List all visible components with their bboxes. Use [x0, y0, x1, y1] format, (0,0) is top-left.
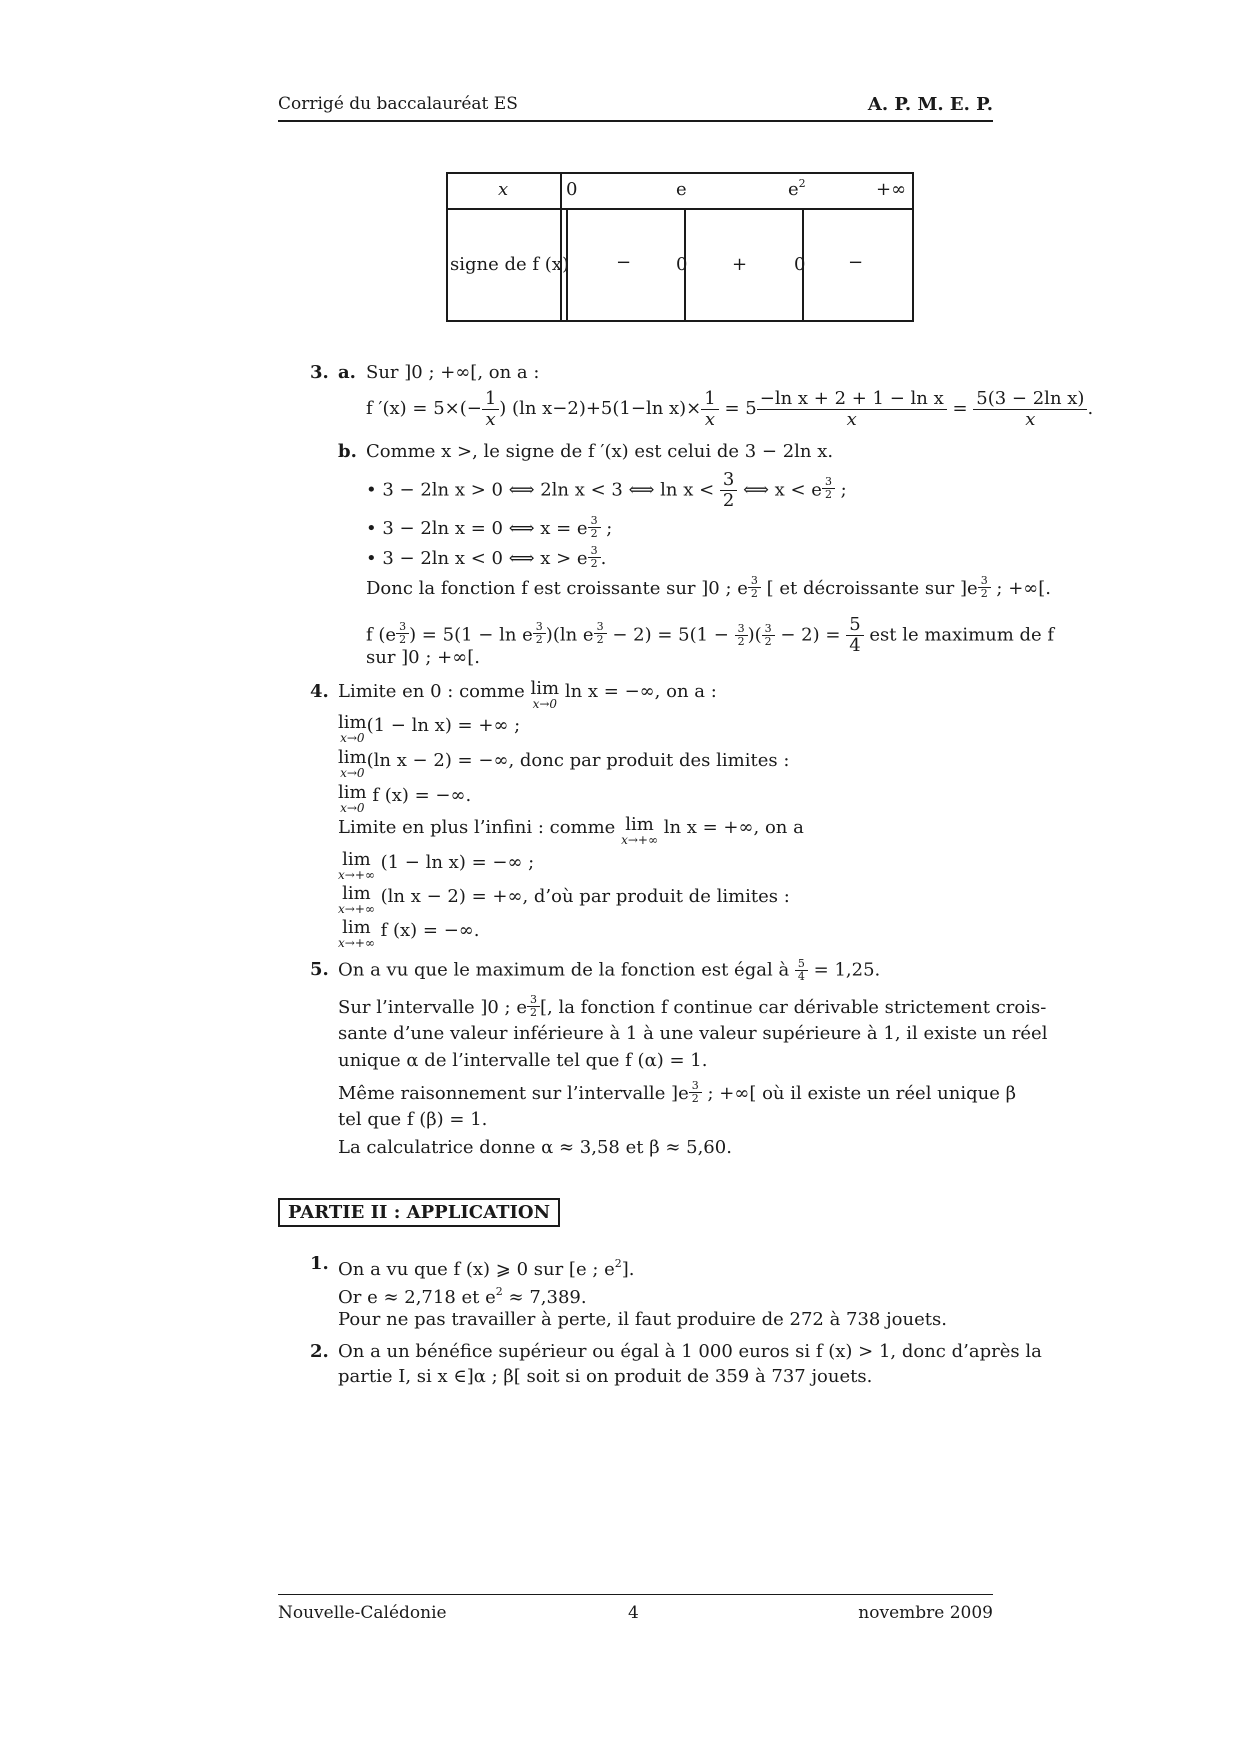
q3a-intro: Sur ]0 ; +∞[, on a :	[366, 362, 540, 383]
q5-line-2: Sur l’intervalle ]0 ; e $\frac{3}{2}$ [, la fonction f continue car dérivable strictement crois-	[338, 993, 1047, 1020]
q4-line-5: Limite en plus l’infini : comme lim x→+∞ ln x = +∞, on a	[338, 814, 804, 847]
sign-3: −	[848, 252, 864, 273]
p2-q1-line-1: On a vu que f (x) ⩾ 0 sur [e ; $e^2$].	[338, 1257, 635, 1280]
x-label: x	[498, 179, 509, 200]
q4-line-8: lim x→+∞ f (x) = −∞.	[338, 917, 480, 950]
bullet-3: • 3 − 2ln x < 0 ⟺ x > e $\frac{3}{2}$ .	[366, 544, 607, 571]
derivative-formula: f ′(x) = 5×(− $\frac{1}{x}$ ) (ln x−2)+5(1−ln x)× $\frac{1}{x}$ = 5 $\frac{\text{−ln x + 2 + 1 − ln x}}{x}$ = $\frac{\text{5(3 − 2ln x)}}{x}$ .	[366, 387, 1094, 430]
q5-line-7: La calculatrice donne α ≈ 3,58 et β ≈ 5,60.	[338, 1137, 732, 1158]
footer-date: novembre 2009	[858, 1603, 993, 1623]
q4-line-3: lim x→0 (ln x − 2) = −∞, donc par produit des limites :	[338, 747, 790, 780]
row-label: signe de f (x)	[450, 254, 569, 275]
p2-q2-line-1: On a un bénéfice supérieur ou égal à 1 000 euros si f (x) > 1, donc d’après la	[338, 1341, 1042, 1362]
page-header	[278, 94, 993, 122]
q3-number: 3.	[310, 362, 329, 383]
q5-line-4: unique α de l’intervalle tel que f (α) = 1.	[338, 1050, 708, 1071]
p2-q1-line-2: Or e ≈ 2,718 et $e^2 \approx 7,389$.	[338, 1285, 587, 1308]
x-value-inf: +∞	[876, 179, 907, 200]
q4-line-4: lim x→0 f (x) = −∞.	[338, 782, 472, 815]
q5-line-5: Même raisonnement sur l’intervalle ]e $\frac{3}{2}$ ; +∞[ où il existe un réel unique β	[338, 1079, 1017, 1106]
q4-line-6: lim x→+∞ (1 − ln x) = −∞ ;	[338, 849, 535, 882]
q3b-text: Comme x >, le signe de f ′(x) est celui de 3 − 2ln x.	[366, 441, 834, 462]
header-title: Corrigé du baccalauréat ES	[278, 94, 518, 114]
header-org: A. P. M. E. P.	[867, 94, 993, 115]
p2-q1-number: 1.	[310, 1253, 329, 1274]
p2-q2-line-2: partie I, si x ∈]α ; β[ soit si on produit de 359 à 737 jouets.	[338, 1366, 873, 1387]
sign-1: −	[616, 252, 632, 273]
page-number: 4	[628, 1603, 639, 1623]
q5-line-1: On a vu que le maximum de la fonction est égal à $\frac{5}{4}$ = 1,25.	[338, 957, 881, 984]
max-domain: sur ]0 ; +∞[.	[366, 647, 480, 668]
q3b-label: b.	[338, 441, 357, 462]
q4-line-2: lim x→0 (1 − ln x) = +∞ ;	[338, 712, 521, 745]
sign-2: +	[732, 254, 748, 275]
q3a-label: a.	[338, 362, 356, 383]
q4-line-7: lim x→+∞ (ln x − 2) = +∞, d’où par produit de limites :	[338, 883, 790, 916]
part2-title: PARTIE II : APPLICATION	[278, 1198, 560, 1227]
q5-line-3: sante d’une valeur inférieure à 1 à une valeur supérieure à 1, il existe un réel	[338, 1023, 1048, 1044]
x-value-e: e	[676, 179, 687, 200]
q5-line-6: tel que f (β) = 1.	[338, 1109, 488, 1130]
q5-number: 5.	[310, 959, 329, 980]
zero-1: 0	[676, 254, 688, 275]
page-footer	[278, 1594, 993, 1623]
zero-2: 0	[794, 254, 806, 275]
x-value-e2: $e^2$	[788, 177, 806, 200]
footer-location: Nouvelle-Calédonie	[278, 1603, 447, 1623]
bullet-2: • 3 − 2ln x = 0 ⟺ x = e $\frac{3}{2}$ ;	[366, 514, 613, 541]
bullet-1: • 3 − 2ln x > 0 ⟺ 2ln x < 3 ⟺ ln x < $\frac{3}{2}$ ⟺ x < e $\frac{3}{2}$ ;	[366, 469, 847, 511]
p2-q1-line-3: Pour ne pas travailler à perte, il faut produire de 272 à 738 jouets.	[338, 1309, 947, 1330]
x-value-0: 0	[566, 179, 578, 200]
max-value: f (e $\frac{3}{2}$ ) = 5(1 − ln e $\frac{3}{2}$ )(ln e $\frac{3}{2}$ − 2) = 5(1 − $\frac{3}{2}$ )( $\frac{3}{2}$ − 2) = $\frac{5}{4}$ est le maximum de f	[366, 614, 1055, 656]
p2-q2-number: 2.	[310, 1341, 329, 1362]
q4-number: 4.	[310, 681, 329, 702]
variation-conclusion: Donc la fonction f est croissante sur ]0 ; e $\frac{3}{2}$ [ et décroissante sur ]e $\frac{3}{2}$ ; +∞[.	[366, 574, 1052, 601]
q4-line-1: Limite en 0 : comme lim x→0 ln x = −∞, on a :	[338, 678, 717, 711]
sign-table	[446, 172, 914, 322]
